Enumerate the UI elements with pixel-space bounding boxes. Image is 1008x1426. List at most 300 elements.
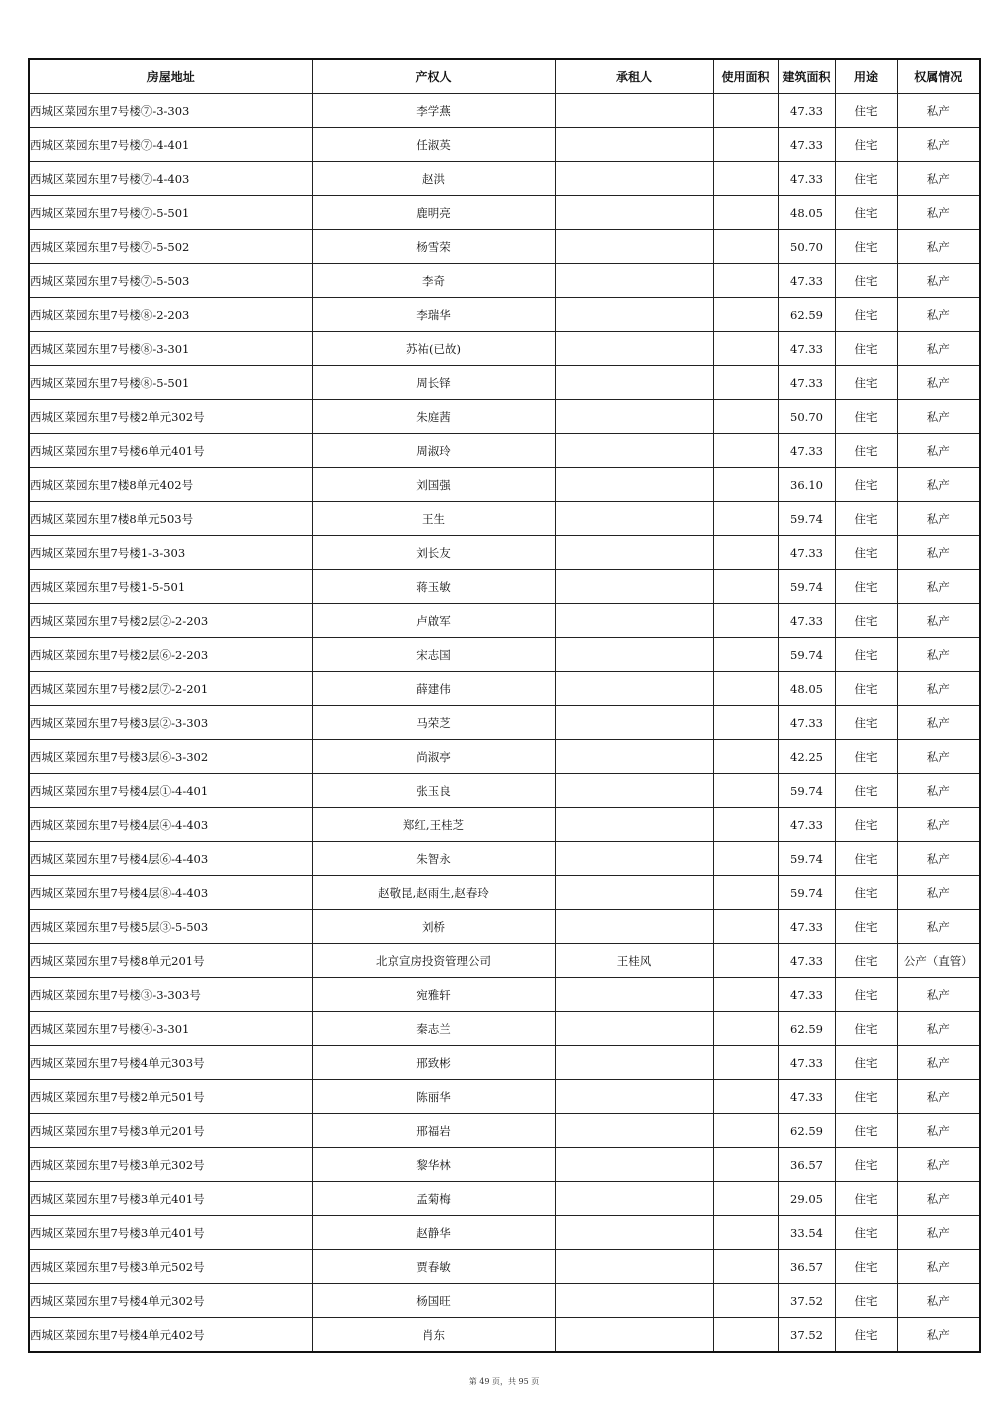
address-cell: 西城区菜园东里7号楼⑦-5-501 bbox=[29, 196, 312, 230]
table-row bbox=[29, 604, 980, 638]
ownership-cell: 私产 bbox=[897, 230, 980, 264]
address-cell: 西城区菜园东里7号楼⑦-5-503 bbox=[29, 264, 312, 298]
ownership-cell: 私产 bbox=[897, 1114, 980, 1148]
usable-area-cell bbox=[713, 944, 778, 978]
usable-area-cell bbox=[713, 1012, 778, 1046]
usable-area-cell bbox=[713, 672, 778, 706]
tenant-cell bbox=[555, 298, 713, 332]
table-row bbox=[29, 128, 980, 162]
usage-cell: 住宅 bbox=[835, 1216, 897, 1250]
address-cell: 西城区菜园东里7号楼4单元303号 bbox=[29, 1046, 312, 1080]
table-row bbox=[29, 1046, 980, 1080]
owner-cell: 蒋玉敏 bbox=[312, 570, 555, 604]
usable-area-cell bbox=[713, 468, 778, 502]
usage-cell: 住宅 bbox=[835, 196, 897, 230]
ownership-cell: 私产 bbox=[897, 332, 980, 366]
building-area-cell: 48.05 bbox=[778, 196, 835, 230]
ownership-cell: 私产 bbox=[897, 672, 980, 706]
ownership-cell: 私产 bbox=[897, 1284, 980, 1318]
table-row bbox=[29, 706, 980, 740]
address-cell: 西城区菜园东里7号楼⑧-5-501 bbox=[29, 366, 312, 400]
building-area-cell: 62.59 bbox=[778, 1114, 835, 1148]
address-cell: 西城区菜园东里7号楼⑦-5-502 bbox=[29, 230, 312, 264]
header-usage: 用途 bbox=[835, 59, 897, 94]
usable-area-cell bbox=[713, 842, 778, 876]
usage-cell: 住宅 bbox=[835, 570, 897, 604]
table-row bbox=[29, 162, 980, 196]
building-area-cell: 48.05 bbox=[778, 672, 835, 706]
building-area-cell: 47.33 bbox=[778, 706, 835, 740]
ownership-cell: 私产 bbox=[897, 128, 980, 162]
owner-cell: 郑红,王桂芝 bbox=[312, 808, 555, 842]
tenant-cell bbox=[555, 1318, 713, 1353]
usable-area-cell bbox=[713, 400, 778, 434]
building-area-cell: 36.57 bbox=[778, 1148, 835, 1182]
usable-area-cell bbox=[713, 774, 778, 808]
building-area-cell: 36.10 bbox=[778, 468, 835, 502]
usage-cell: 住宅 bbox=[835, 638, 897, 672]
tenant-cell bbox=[555, 400, 713, 434]
address-cell: 西城区菜园东里7号楼8单元201号 bbox=[29, 944, 312, 978]
tenant-cell bbox=[555, 366, 713, 400]
usable-area-cell bbox=[713, 1318, 778, 1353]
usable-area-cell bbox=[713, 264, 778, 298]
owner-cell: 北京宣房投资管理公司 bbox=[312, 944, 555, 978]
usage-cell: 住宅 bbox=[835, 536, 897, 570]
property-table bbox=[28, 58, 981, 1353]
address-cell: 西城区菜园东里7号楼3单元201号 bbox=[29, 1114, 312, 1148]
owner-cell: 李学燕 bbox=[312, 94, 555, 128]
usable-area-cell bbox=[713, 366, 778, 400]
building-area-cell: 33.54 bbox=[778, 1216, 835, 1250]
table-row bbox=[29, 672, 980, 706]
owner-cell: 周长铎 bbox=[312, 366, 555, 400]
owner-cell: 杨雪荣 bbox=[312, 230, 555, 264]
building-area-cell: 59.74 bbox=[778, 570, 835, 604]
table-row bbox=[29, 468, 980, 502]
ownership-cell: 私产 bbox=[897, 536, 980, 570]
tenant-cell bbox=[555, 774, 713, 808]
tenant-cell bbox=[555, 502, 713, 536]
usable-area-cell bbox=[713, 740, 778, 774]
usable-area-cell bbox=[713, 298, 778, 332]
ownership-cell: 私产 bbox=[897, 468, 980, 502]
tenant-cell bbox=[555, 94, 713, 128]
address-cell: 西城区菜园东里7号楼⑧-3-301 bbox=[29, 332, 312, 366]
building-area-cell: 47.33 bbox=[778, 128, 835, 162]
tenant-cell bbox=[555, 264, 713, 298]
building-area-cell: 42.25 bbox=[778, 740, 835, 774]
tenant-cell bbox=[555, 570, 713, 604]
usage-cell: 住宅 bbox=[835, 1250, 897, 1284]
owner-cell: 苏祐(已故) bbox=[312, 332, 555, 366]
usage-cell: 住宅 bbox=[835, 1012, 897, 1046]
header-row bbox=[29, 59, 980, 94]
usage-cell: 住宅 bbox=[835, 264, 897, 298]
building-area-cell: 47.33 bbox=[778, 978, 835, 1012]
tenant-cell bbox=[555, 876, 713, 910]
tenant-cell bbox=[555, 1148, 713, 1182]
owner-cell: 鹿明亮 bbox=[312, 196, 555, 230]
header-building-area: 建筑面积 bbox=[778, 59, 835, 94]
usage-cell: 住宅 bbox=[835, 842, 897, 876]
usage-cell: 住宅 bbox=[835, 1114, 897, 1148]
owner-cell: 李奇 bbox=[312, 264, 555, 298]
usable-area-cell bbox=[713, 536, 778, 570]
table-row bbox=[29, 332, 980, 366]
building-area-cell: 47.33 bbox=[778, 434, 835, 468]
table-row bbox=[29, 774, 980, 808]
usage-cell: 住宅 bbox=[835, 230, 897, 264]
address-cell: 西城区菜园东里7号楼3单元302号 bbox=[29, 1148, 312, 1182]
ownership-cell: 私产 bbox=[897, 706, 980, 740]
usable-area-cell bbox=[713, 638, 778, 672]
tenant-cell bbox=[555, 910, 713, 944]
building-area-cell: 47.33 bbox=[778, 264, 835, 298]
tenant-cell bbox=[555, 468, 713, 502]
owner-cell: 贾春敏 bbox=[312, 1250, 555, 1284]
ownership-cell: 私产 bbox=[897, 1182, 980, 1216]
owner-cell: 宛雅轩 bbox=[312, 978, 555, 1012]
ownership-cell: 私产 bbox=[897, 1216, 980, 1250]
owner-cell: 孟菊梅 bbox=[312, 1182, 555, 1216]
building-area-cell: 47.33 bbox=[778, 910, 835, 944]
building-area-cell: 29.05 bbox=[778, 1182, 835, 1216]
ownership-cell: 私产 bbox=[897, 298, 980, 332]
ownership-cell: 私产 bbox=[897, 740, 980, 774]
building-area-cell: 59.74 bbox=[778, 842, 835, 876]
table-row bbox=[29, 1148, 980, 1182]
ownership-cell: 私产 bbox=[897, 774, 980, 808]
usable-area-cell bbox=[713, 94, 778, 128]
address-cell: 西城区菜园东里7号楼2单元302号 bbox=[29, 400, 312, 434]
table-row bbox=[29, 1114, 980, 1148]
address-cell: 西城区菜园东里7号楼3单元401号 bbox=[29, 1182, 312, 1216]
building-area-cell: 62.59 bbox=[778, 1012, 835, 1046]
building-area-cell: 47.33 bbox=[778, 1080, 835, 1114]
tenant-cell bbox=[555, 672, 713, 706]
usable-area-cell bbox=[713, 1148, 778, 1182]
ownership-cell: 私产 bbox=[897, 94, 980, 128]
building-area-cell: 37.52 bbox=[778, 1318, 835, 1353]
usable-area-cell bbox=[713, 570, 778, 604]
tenant-cell bbox=[555, 230, 713, 264]
owner-cell: 肖东 bbox=[312, 1318, 555, 1353]
table-row bbox=[29, 196, 980, 230]
ownership-cell: 私产 bbox=[897, 196, 980, 230]
address-cell: 西城区菜园东里7号楼1-5-501 bbox=[29, 570, 312, 604]
header-ownership: 权属情况 bbox=[897, 59, 980, 94]
address-cell: 西城区菜园东里7号楼3层②-3-303 bbox=[29, 706, 312, 740]
table-row bbox=[29, 1012, 980, 1046]
building-area-cell: 50.70 bbox=[778, 400, 835, 434]
address-cell: 西城区菜园东里7号楼⑦-4-403 bbox=[29, 162, 312, 196]
usable-area-cell bbox=[713, 332, 778, 366]
table-row bbox=[29, 570, 980, 604]
address-cell: 西城区菜园东里7号楼⑦-3-303 bbox=[29, 94, 312, 128]
usage-cell: 住宅 bbox=[835, 332, 897, 366]
header-tenant: 承租人 bbox=[555, 59, 713, 94]
usable-area-cell bbox=[713, 1250, 778, 1284]
ownership-cell: 公产（直管） bbox=[897, 944, 980, 978]
address-cell: 西城区菜园东里7号楼3单元401号 bbox=[29, 1216, 312, 1250]
ownership-cell: 私产 bbox=[897, 1148, 980, 1182]
table-row bbox=[29, 910, 980, 944]
table-row bbox=[29, 808, 980, 842]
ownership-cell: 私产 bbox=[897, 604, 980, 638]
ownership-cell: 私产 bbox=[897, 366, 980, 400]
ownership-cell: 私产 bbox=[897, 400, 980, 434]
property-register bbox=[28, 58, 979, 1353]
table-row bbox=[29, 1182, 980, 1216]
owner-cell: 陈丽华 bbox=[312, 1080, 555, 1114]
address-cell: 西城区菜园东里7号楼6单元401号 bbox=[29, 434, 312, 468]
ownership-cell: 私产 bbox=[897, 1250, 980, 1284]
owner-cell: 赵静华 bbox=[312, 1216, 555, 1250]
usable-area-cell bbox=[713, 910, 778, 944]
usable-area-cell bbox=[713, 230, 778, 264]
building-area-cell: 62.59 bbox=[778, 298, 835, 332]
usable-area-cell bbox=[713, 128, 778, 162]
address-cell: 西城区菜园东里7号楼1-3-303 bbox=[29, 536, 312, 570]
ownership-cell: 私产 bbox=[897, 1080, 980, 1114]
owner-cell: 邢福岩 bbox=[312, 1114, 555, 1148]
owner-cell: 秦志兰 bbox=[312, 1012, 555, 1046]
ownership-cell: 私产 bbox=[897, 434, 980, 468]
tenant-cell bbox=[555, 638, 713, 672]
owner-cell: 薛建伟 bbox=[312, 672, 555, 706]
building-area-cell: 47.33 bbox=[778, 536, 835, 570]
tenant-cell bbox=[555, 842, 713, 876]
building-area-cell: 59.74 bbox=[778, 876, 835, 910]
owner-cell: 马荣芝 bbox=[312, 706, 555, 740]
tenant-cell bbox=[555, 1284, 713, 1318]
tenant-cell bbox=[555, 740, 713, 774]
address-cell: 西城区菜园东里7号楼④-3-301 bbox=[29, 1012, 312, 1046]
usable-area-cell bbox=[713, 1216, 778, 1250]
address-cell: 西城区菜园东里7号楼4层①-4-401 bbox=[29, 774, 312, 808]
usage-cell: 住宅 bbox=[835, 94, 897, 128]
tenant-cell bbox=[555, 128, 713, 162]
address-cell: 西城区菜园东里7号楼⑧-2-203 bbox=[29, 298, 312, 332]
tenant-cell bbox=[555, 1046, 713, 1080]
table-row bbox=[29, 740, 980, 774]
owner-cell: 李瑞华 bbox=[312, 298, 555, 332]
owner-cell: 刘国强 bbox=[312, 468, 555, 502]
usable-area-cell bbox=[713, 1182, 778, 1216]
usage-cell: 住宅 bbox=[835, 944, 897, 978]
usage-cell: 住宅 bbox=[835, 706, 897, 740]
address-cell: 西城区菜园东里7号楼⑦-4-401 bbox=[29, 128, 312, 162]
address-cell: 西城区菜园东里7号楼4层④-4-403 bbox=[29, 808, 312, 842]
owner-cell: 朱庭茜 bbox=[312, 400, 555, 434]
building-area-cell: 59.74 bbox=[778, 638, 835, 672]
tenant-cell bbox=[555, 706, 713, 740]
usable-area-cell bbox=[713, 1284, 778, 1318]
address-cell: 西城区菜园东里7楼8单元402号 bbox=[29, 468, 312, 502]
usage-cell: 住宅 bbox=[835, 876, 897, 910]
table-row bbox=[29, 978, 980, 1012]
building-area-cell: 47.33 bbox=[778, 366, 835, 400]
table-row bbox=[29, 94, 980, 128]
usage-cell: 住宅 bbox=[835, 366, 897, 400]
usage-cell: 住宅 bbox=[835, 162, 897, 196]
table-row bbox=[29, 842, 980, 876]
building-area-cell: 47.33 bbox=[778, 94, 835, 128]
address-cell: 西城区菜园东里7号楼2层②-2-203 bbox=[29, 604, 312, 638]
table-row bbox=[29, 1318, 980, 1353]
usage-cell: 住宅 bbox=[835, 502, 897, 536]
table-row bbox=[29, 366, 980, 400]
ownership-cell: 私产 bbox=[897, 876, 980, 910]
tenant-cell bbox=[555, 332, 713, 366]
owner-cell: 尚淑亭 bbox=[312, 740, 555, 774]
usage-cell: 住宅 bbox=[835, 774, 897, 808]
usage-cell: 住宅 bbox=[835, 434, 897, 468]
usable-area-cell bbox=[713, 434, 778, 468]
ownership-cell: 私产 bbox=[897, 1318, 980, 1353]
table-row bbox=[29, 434, 980, 468]
usable-area-cell bbox=[713, 1114, 778, 1148]
tenant-cell bbox=[555, 162, 713, 196]
ownership-cell: 私产 bbox=[897, 570, 980, 604]
building-area-cell: 47.33 bbox=[778, 1046, 835, 1080]
table-row bbox=[29, 400, 980, 434]
tenant-cell bbox=[555, 1250, 713, 1284]
usage-cell: 住宅 bbox=[835, 1046, 897, 1080]
usable-area-cell bbox=[713, 604, 778, 638]
owner-cell: 刘长友 bbox=[312, 536, 555, 570]
building-area-cell: 47.33 bbox=[778, 808, 835, 842]
tenant-cell bbox=[555, 808, 713, 842]
tenant-cell bbox=[555, 978, 713, 1012]
building-area-cell: 47.33 bbox=[778, 604, 835, 638]
ownership-cell: 私产 bbox=[897, 264, 980, 298]
usage-cell: 住宅 bbox=[835, 910, 897, 944]
address-cell: 西城区菜园东里7号楼4单元402号 bbox=[29, 1318, 312, 1353]
table-row bbox=[29, 1080, 980, 1114]
page-footer: 第 49 页，共 95 页 bbox=[468, 1377, 540, 1386]
building-area-cell: 36.57 bbox=[778, 1250, 835, 1284]
usage-cell: 住宅 bbox=[835, 298, 897, 332]
owner-cell: 宋志国 bbox=[312, 638, 555, 672]
table-row bbox=[29, 944, 980, 978]
owner-cell: 周淑玲 bbox=[312, 434, 555, 468]
building-area-cell: 47.33 bbox=[778, 162, 835, 196]
address-cell: 西城区菜园东里7楼8单元503号 bbox=[29, 502, 312, 536]
usage-cell: 住宅 bbox=[835, 400, 897, 434]
ownership-cell: 私产 bbox=[897, 808, 980, 842]
tenant-cell: 王桂风 bbox=[555, 944, 713, 978]
usage-cell: 住宅 bbox=[835, 1148, 897, 1182]
tenant-cell bbox=[555, 536, 713, 570]
usable-area-cell bbox=[713, 162, 778, 196]
ownership-cell: 私产 bbox=[897, 910, 980, 944]
building-area-cell: 37.52 bbox=[778, 1284, 835, 1318]
table-row bbox=[29, 876, 980, 910]
usage-cell: 住宅 bbox=[835, 978, 897, 1012]
table-row bbox=[29, 298, 980, 332]
table-row bbox=[29, 502, 980, 536]
table-body bbox=[29, 94, 980, 1353]
usage-cell: 住宅 bbox=[835, 128, 897, 162]
address-cell: 西城区菜园东里7号楼3单元502号 bbox=[29, 1250, 312, 1284]
ownership-cell: 私产 bbox=[897, 638, 980, 672]
tenant-cell bbox=[555, 1216, 713, 1250]
usable-area-cell bbox=[713, 196, 778, 230]
usable-area-cell bbox=[713, 1080, 778, 1114]
usage-cell: 住宅 bbox=[835, 1080, 897, 1114]
owner-cell: 刘桥 bbox=[312, 910, 555, 944]
owner-cell: 杨国旺 bbox=[312, 1284, 555, 1318]
ownership-cell: 私产 bbox=[897, 842, 980, 876]
table-row bbox=[29, 264, 980, 298]
address-cell: 西城区菜园东里7号楼2层⑦-2-201 bbox=[29, 672, 312, 706]
building-area-cell: 59.74 bbox=[778, 774, 835, 808]
ownership-cell: 私产 bbox=[897, 502, 980, 536]
address-cell: 西城区菜园东里7号楼3层⑥-3-302 bbox=[29, 740, 312, 774]
ownership-cell: 私产 bbox=[897, 162, 980, 196]
owner-cell: 任淑英 bbox=[312, 128, 555, 162]
table-row bbox=[29, 1284, 980, 1318]
ownership-cell: 私产 bbox=[897, 1012, 980, 1046]
building-area-cell: 50.70 bbox=[778, 230, 835, 264]
tenant-cell bbox=[555, 1080, 713, 1114]
tenant-cell bbox=[555, 1114, 713, 1148]
usage-cell: 住宅 bbox=[835, 604, 897, 638]
owner-cell: 赵敬昆,赵雨生,赵春玲 bbox=[312, 876, 555, 910]
usage-cell: 住宅 bbox=[835, 808, 897, 842]
header-usable-area: 使用面积 bbox=[713, 59, 778, 94]
tenant-cell bbox=[555, 196, 713, 230]
table-row bbox=[29, 1250, 980, 1284]
usage-cell: 住宅 bbox=[835, 1318, 897, 1353]
usable-area-cell bbox=[713, 876, 778, 910]
table-row bbox=[29, 536, 980, 570]
owner-cell: 赵洪 bbox=[312, 162, 555, 196]
owner-cell: 卢啟军 bbox=[312, 604, 555, 638]
address-cell: 西城区菜园东里7号楼2层⑥-2-203 bbox=[29, 638, 312, 672]
usable-area-cell bbox=[713, 808, 778, 842]
address-cell: 西城区菜园东里7号楼4单元302号 bbox=[29, 1284, 312, 1318]
usable-area-cell bbox=[713, 502, 778, 536]
address-cell: 西城区菜园东里7号楼③-3-303号 bbox=[29, 978, 312, 1012]
building-area-cell: 59.74 bbox=[778, 502, 835, 536]
address-cell: 西城区菜园东里7号楼2单元501号 bbox=[29, 1080, 312, 1114]
owner-cell: 朱智永 bbox=[312, 842, 555, 876]
usage-cell: 住宅 bbox=[835, 468, 897, 502]
header-owner: 产权人 bbox=[312, 59, 555, 94]
tenant-cell bbox=[555, 604, 713, 638]
building-area-cell: 47.33 bbox=[778, 944, 835, 978]
usage-cell: 住宅 bbox=[835, 1284, 897, 1318]
building-area-cell: 47.33 bbox=[778, 332, 835, 366]
usable-area-cell bbox=[713, 978, 778, 1012]
address-cell: 西城区菜园东里7号楼4层⑧-4-403 bbox=[29, 876, 312, 910]
owner-cell: 邢致彬 bbox=[312, 1046, 555, 1080]
table-row bbox=[29, 638, 980, 672]
address-cell: 西城区菜园东里7号楼5层③-5-503 bbox=[29, 910, 312, 944]
table-row bbox=[29, 230, 980, 264]
usage-cell: 住宅 bbox=[835, 740, 897, 774]
tenant-cell bbox=[555, 434, 713, 468]
ownership-cell: 私产 bbox=[897, 978, 980, 1012]
tenant-cell bbox=[555, 1182, 713, 1216]
usable-area-cell bbox=[713, 1046, 778, 1080]
table-row bbox=[29, 1216, 980, 1250]
usage-cell: 住宅 bbox=[835, 1182, 897, 1216]
usable-area-cell bbox=[713, 706, 778, 740]
